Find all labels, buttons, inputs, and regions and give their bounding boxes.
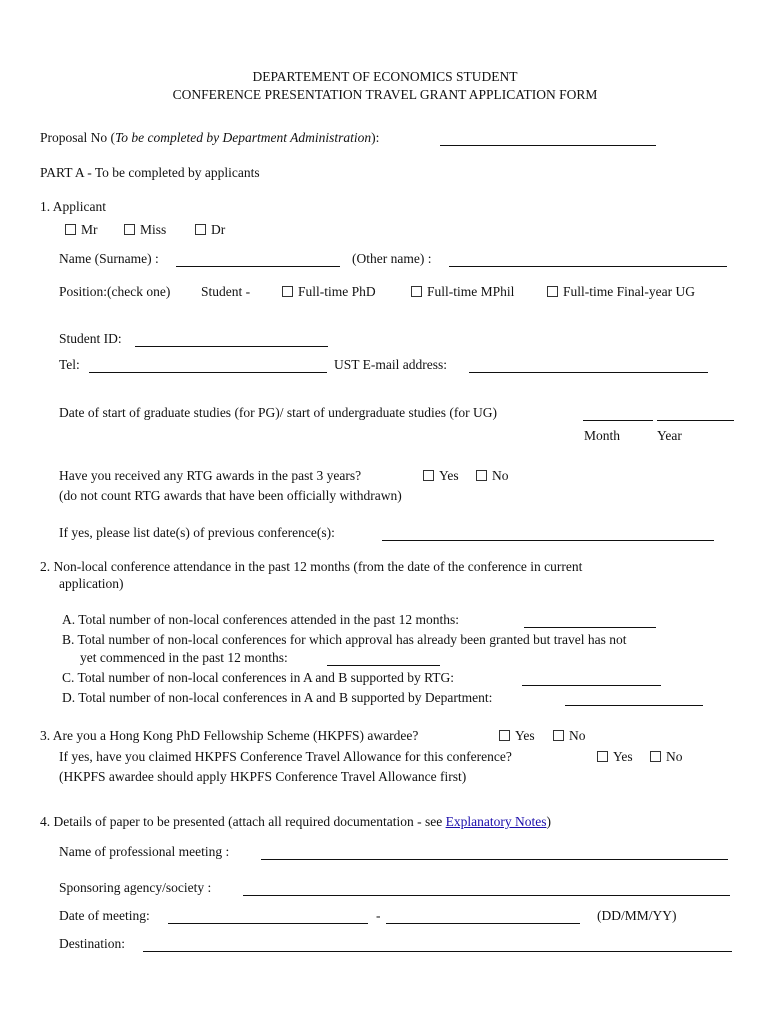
rtg-yes-option[interactable]: Yes [423,468,459,484]
email-field[interactable] [469,372,708,373]
surname-label: Name (Surname) : [59,251,159,266]
month-caption: Month [584,428,621,443]
hkpfs-yes-option[interactable]: Yes [499,728,535,744]
form-title-line1: DEPARTEMENT OF ECONOMICS STUDENT [252,69,518,84]
item-b-label: B. Total number of non-local conferences for which approval has already been granted but travel has not [62,632,627,647]
prev-conference-field[interactable] [382,540,714,541]
rtg-question: Have you received any RTG awards in the past 3 years? [59,468,362,483]
proposal-number-field[interactable] [440,145,656,146]
item-d-label: D. Total number of non-local conferences in A and B supported by Department: [62,690,493,705]
explanatory-notes-link[interactable]: Explanatory Notes [445,814,547,829]
position-mphil-option[interactable]: Full-time MPhil [411,284,514,300]
rtg-no-checkbox[interactable] [476,470,487,481]
item-b-field[interactable] [327,665,440,666]
email-label: UST E-mail address: [334,357,447,372]
tel-label: Tel: [59,357,80,372]
hkpfs-no-option[interactable]: No [553,728,586,744]
phd-checkbox[interactable] [282,286,293,297]
rtg-yes-checkbox[interactable] [423,470,434,481]
form-title-line2: CONFERENCE PRESENTATION TRAVEL GRANT APPLICATION FORM [172,87,598,102]
start-month-field[interactable] [583,420,653,421]
mphil-checkbox[interactable] [411,286,422,297]
hkpfs-question: 3. Are you a Hong Kong PhD Fellowship Scheme (HKPFS) awardee? [40,728,419,743]
section4-heading: 4. Details of paper to be presented (attach all required documentation - see Explanatory Notes) [40,814,551,829]
item-d-field[interactable] [565,705,703,706]
meeting-date-to-field[interactable] [386,923,580,924]
sponsor-label: Sponsoring agency/society : [59,880,212,895]
start-date-label: Date of start of graduate studies (for PG)/ start of undergraduate studies (for UG) [59,405,497,420]
meeting-date-label: Date of meeting: [59,908,150,923]
item-b-label-cont: yet commenced in the past 12 months: [80,650,288,665]
item-a-label: A. Total number of non-local conferences attended in the past 12 months: [62,612,459,627]
claimed-yes-option[interactable]: Yes [597,749,633,765]
rtg-no-option[interactable]: No [476,468,509,484]
item-c-label: C. Total number of non-local conferences in A and B supported by RTG: [62,670,455,685]
ug-checkbox[interactable] [547,286,558,297]
mr-checkbox[interactable] [65,224,76,235]
title-dr-option[interactable]: Dr [195,222,225,238]
rtg-note: (do not count RTG awards that have been officially withdrawn) [59,488,402,503]
hkpfs-note: (HKPFS awardee should apply HKPFS Conference Travel Allowance first) [59,769,467,784]
other-name-label: (Other name) : [352,251,432,266]
meeting-date-from-field[interactable] [168,923,368,924]
date-format-hint: (DD/MM/YY) [597,908,677,923]
student-label: Student - [201,284,251,299]
position-label: Position:(check one) [59,284,171,299]
tel-field[interactable] [89,372,327,373]
miss-checkbox[interactable] [124,224,135,235]
student-id-label: Student ID: [59,331,122,346]
meeting-name-field[interactable] [261,859,728,860]
dr-checkbox[interactable] [195,224,206,235]
section2-heading: 2. Non-local conference attendance in the past 12 months (from the date of the conference in current [40,559,583,574]
hkpfs-yes-checkbox[interactable] [499,730,510,741]
student-id-field[interactable] [135,346,328,347]
destination-field[interactable] [143,951,732,952]
part-a-label: PART A - To be completed by applicants [40,165,260,180]
position-ug-option[interactable]: Full-time Final-year UG [547,284,695,300]
section1-heading: 1. Applicant [40,199,106,214]
proposal-label: Proposal No (To be completed by Department Administration): [40,130,380,145]
date-range-dash: - [376,908,381,923]
claimed-no-checkbox[interactable] [650,751,661,762]
other-name-field[interactable] [449,266,727,267]
hkpfs-followup: If yes, have you claimed HKPFS Conference Travel Allowance for this conference? [59,749,512,764]
claimed-no-option[interactable]: No [650,749,683,765]
start-year-field[interactable] [657,420,734,421]
surname-field[interactable] [176,266,340,267]
section2-heading-cont: application) [59,576,124,591]
year-caption: Year [657,428,682,443]
prev-conference-label: If yes, please list date(s) of previous conference(s): [59,525,335,540]
hkpfs-no-checkbox[interactable] [553,730,564,741]
item-a-field[interactable] [524,627,656,628]
destination-label: Destination: [59,936,125,951]
title-miss-option[interactable]: Miss [124,222,166,238]
sponsor-field[interactable] [243,895,730,896]
item-c-field[interactable] [522,685,661,686]
claimed-yes-checkbox[interactable] [597,751,608,762]
title-mr-option[interactable]: Mr [65,222,98,238]
meeting-name-label: Name of professional meeting : [59,844,230,859]
position-phd-option[interactable]: Full-time PhD [282,284,376,300]
